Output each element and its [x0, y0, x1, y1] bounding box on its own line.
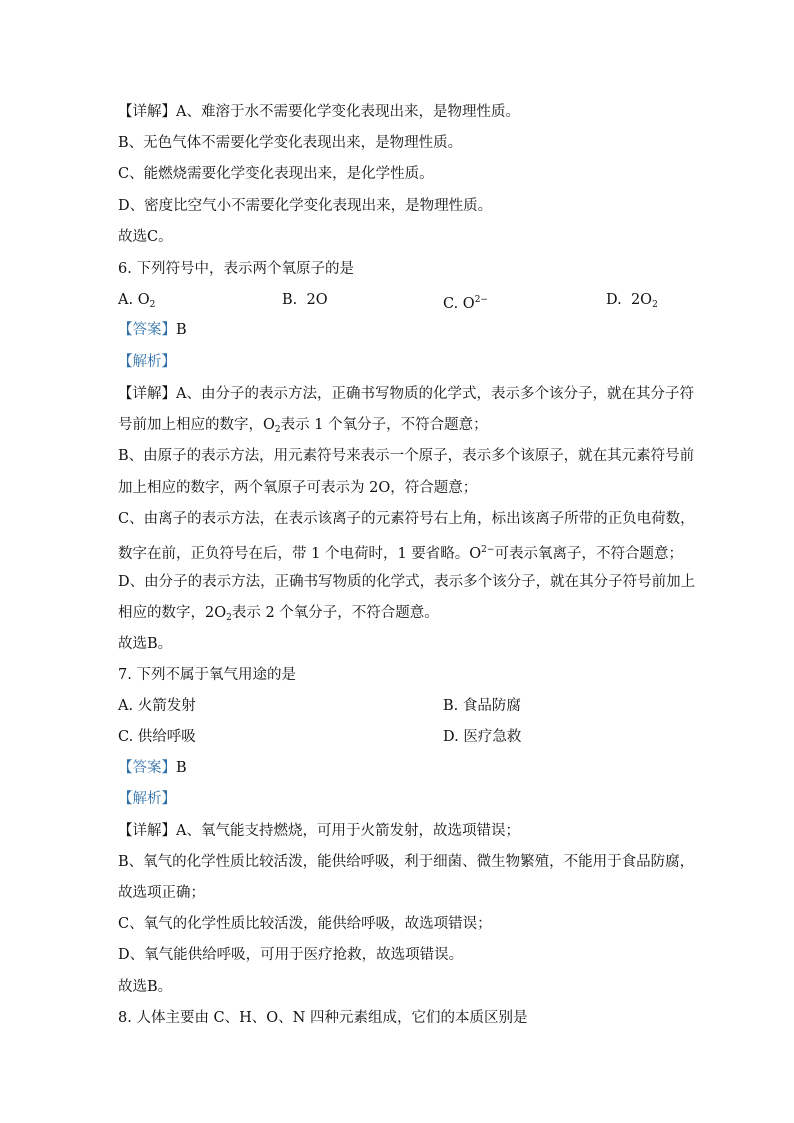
q7-detail-b-line1: B、氧气的化学性质比较活泼，能供给呼吸，利于细菌、微生物繁殖，不能用于食品防腐，: [118, 854, 695, 870]
q7-option-a: A. 火箭发射: [118, 698, 196, 714]
q6-option-a-label: A.: [118, 292, 134, 308]
q6-option-c-symbol: O: [462, 296, 475, 312]
detail-tag: 【详解】: [118, 386, 176, 402]
q7-stem: 7. 下列不属于氧气用途的是: [118, 667, 296, 683]
q6-detail-d-text2-post: 表示 2 个氧分子，不符合题意。: [231, 605, 439, 621]
answer-tag: 【答案】: [118, 760, 176, 776]
q6-stem: 6. 下列符号中，表示两个氧原子的是: [118, 261, 354, 277]
q7-option-d: D. 医疗急救: [443, 729, 522, 745]
q5-detail-line-d: D、密度比空气小不需要化学变化表现出来，是物理性质。: [118, 198, 493, 214]
q6-answer-value: B: [176, 322, 187, 338]
q6-option-c-superscript: 2−: [474, 295, 488, 305]
q6-detail-a-text1: A、由分子的表示方法，正确书写物质的化学式，表示多个该分子，就在其分子符: [176, 386, 694, 402]
q7-conclusion: 故选B。: [118, 979, 173, 995]
q6-option-d: [606, 290, 658, 315]
detail-tag: 【详解】: [118, 104, 176, 120]
q7-detail-b-line2: 故选项正确；: [118, 885, 205, 901]
q7-answer: [118, 758, 187, 778]
q6-option-d-symbol: 2O: [630, 292, 653, 308]
q6-option-d-subscript: 2: [652, 300, 658, 310]
q5-detail-line-b: B、无色气体不需要化学变化表现出来，是物理性质。: [118, 135, 463, 151]
q6-detail-a-line1: [118, 384, 694, 404]
q5-detail-a-text: A、难溶于水不需要化学变化表现出来，是物理性质。: [176, 104, 520, 120]
q7-answer-value: B: [176, 760, 187, 776]
q6-detail-c-line2: [118, 540, 683, 564]
q5-detail-line-c: C、能燃烧需要化学变化表现出来，是化学性质。: [118, 166, 434, 182]
q6-detail-b-line2: 加上相应的数字，两个氧原子可表示为 2O，符合题意；: [118, 480, 478, 496]
q6-detail-a-line2: [118, 415, 488, 440]
q7-detail-d: D、氧气能供给呼吸，可用于医疗抢救，故选项错误。: [118, 947, 464, 963]
q6-answer: [118, 320, 187, 340]
q6-detail-c-superscript: 2−: [481, 545, 495, 555]
q6-detail-a-text2-pre: 号前加上相应的数字，: [118, 417, 263, 433]
q6-detail-a-text2-post: 表示 1 个氧分子，不符合题意；: [280, 417, 488, 433]
q7-detail-a-text: A、氧气能支持燃烧，可用于火箭发射，故选项错误；: [176, 823, 520, 839]
answer-tag: 【答案】: [118, 322, 176, 338]
q5-conclusion: 故选C。: [118, 229, 173, 245]
q6-detail-c-line1: C、由离子的表示方法，在表示该离子的元素符号右上角，标出该离子所带的正负电荷数，: [118, 511, 695, 527]
q7-option-b: B. 食品防腐: [443, 698, 521, 714]
q8-stem: 8. 人体主要由 C、H、O、N 四种元素组成，它们的本质区别是: [118, 1010, 528, 1026]
q6-analysis-tag: 【解析】: [118, 354, 176, 370]
q6-detail-a-symbol: O: [263, 417, 275, 433]
q6-option-a-symbol: O: [137, 292, 150, 308]
q7-detail-c: C、氧气的化学性质比较活泼，能供给呼吸，故选项错误；: [118, 916, 492, 932]
q6-detail-c-text2-post: 可表示氧离子，不符合题意；: [494, 546, 683, 562]
q6-detail-c-text2-pre: 数字在前，正负符号在后，带 1 个电荷时，1 要省略。: [118, 546, 470, 562]
q7-analysis-tag: 【解析】: [118, 791, 176, 807]
q6-option-d-label: D.: [606, 292, 622, 308]
q6-option-a: [118, 290, 155, 315]
q6-conclusion: 故选B。: [118, 636, 173, 652]
q6-detail-d-line1: D、由分子的表示方法，正确书写物质的化学式，表示多个该分子，就在其分子符号前加上: [118, 574, 696, 590]
q6-detail-d-text2-pre: 相应的数字，: [118, 605, 205, 621]
q7-detail-a: [118, 821, 520, 841]
q6-detail-a-subscript: 2: [274, 425, 281, 435]
q6-detail-b-line1: B、由原子的表示方法，用元素符号来表示一个原子，表示多个该原子，就在其元素符号前: [118, 448, 695, 464]
q6-detail-c-symbol: O: [469, 546, 482, 562]
q6-option-c: [443, 290, 488, 314]
detail-tag: 【详解】: [118, 823, 176, 839]
q5-detail-line-a: [118, 102, 520, 122]
q6-option-b: [282, 290, 328, 310]
q6-option-b-symbol: 2O: [306, 292, 328, 308]
q6-detail-d-line2: [118, 603, 439, 628]
q6-option-c-label: C.: [443, 296, 459, 312]
q6-option-b-label: B.: [282, 292, 298, 308]
q6-detail-d-subscript: 2: [226, 613, 232, 623]
q7-option-c: C. 供给呼吸: [118, 729, 196, 745]
q6-option-a-subscript: 2: [149, 300, 156, 310]
q6-detail-d-symbol: 2O: [205, 605, 227, 621]
